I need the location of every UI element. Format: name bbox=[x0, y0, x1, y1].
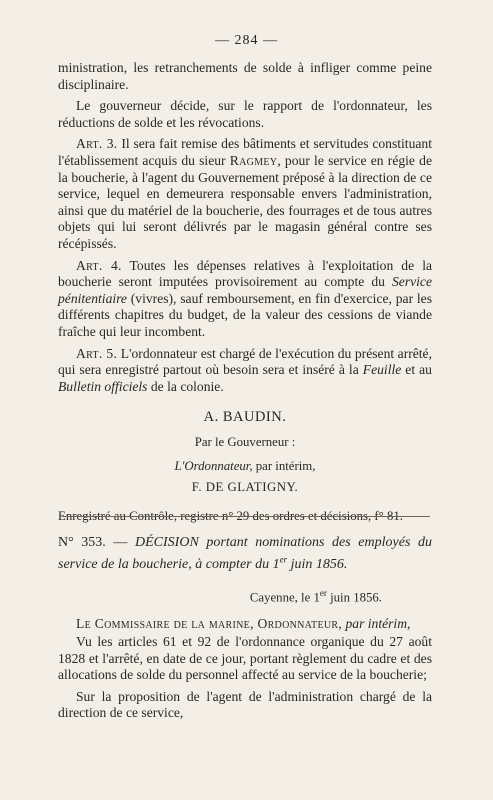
decision-heading bbox=[58, 534, 432, 573]
article-5-text-mid: et au bbox=[401, 362, 432, 378]
article-5-label: Art. 5. bbox=[76, 345, 118, 361]
place-date-end: juin 1856. bbox=[326, 589, 382, 604]
place-and-date bbox=[58, 585, 432, 606]
article-4 bbox=[58, 258, 432, 341]
bulletin-italic: Bulletin officiels bbox=[58, 378, 148, 394]
article-4-label: Art. 4. bbox=[76, 257, 122, 273]
registration-note: Enregistré au Contrôle, registre n° 29 des ordres et décisions, f° 81. bbox=[58, 508, 403, 523]
decision-title-text: DÉCISION portant nominations des employés du service de la boucherie, à compter du 1 bbox=[58, 535, 432, 572]
article-3-text-cont: , pour le service en régie de la boucherie, à l'agent du Gouvernement préposé à la direction de ce service, lequel en demeurera responsable envers l'administration, ainsi que du matériel de la boucherie, des fourrages et de tous autres objets qui lui seront délivrés par le magasin général contre ses récépissés. bbox=[58, 152, 432, 251]
place-date-text: Cayenne, le 1 bbox=[249, 589, 320, 604]
countersignatory: F. DE GLATIGNY. bbox=[191, 480, 299, 495]
decision-block bbox=[58, 534, 432, 722]
article-3-text: Il sera fait remise des bâtiments et servitudes constituant l'établissement acquis du sieur bbox=[58, 136, 432, 168]
decision-title-end: juin 1856. bbox=[287, 556, 348, 572]
par-le-gouverneur: Par le Gouverneur : bbox=[194, 434, 296, 449]
decision-title-sup: er bbox=[279, 554, 288, 564]
signatory: A. BAUDIN. bbox=[203, 409, 287, 426]
place-date-sup: er bbox=[319, 587, 327, 598]
article-5 bbox=[58, 346, 432, 396]
article-4-text-cont: (vivres), sauf remboursement, en fin d'exercice, par les différents chapitres du budget, de la valeur des cessions de viande fraîche qui leur incombent. bbox=[58, 290, 432, 339]
section-divider bbox=[62, 516, 430, 517]
paragraph-governor: Le gouverneur décide, sur le rapport de l'ordonnateur, les réductions de solde et les révocations. bbox=[58, 98, 432, 130]
commissaire-italic: par intérim bbox=[345, 615, 408, 631]
decision-number: N° 353. — bbox=[58, 535, 136, 550]
article-4-text: Toutes les dépenses relatives à l'exploitation de la boucherie seront imputées provisoirement au compte du bbox=[58, 257, 433, 290]
ordonnateur-rest: par intérim, bbox=[252, 459, 316, 474]
commissaire-title: Le Commissaire de la marine, Ordonnateur, bbox=[76, 615, 343, 631]
sur-paragraph: Sur la proposition de l'agent de l'administration chargé de la direction de ce service, bbox=[58, 688, 432, 721]
ordonnateur-line bbox=[58, 458, 432, 475]
service-penitentiaire: Service pénitentiaire bbox=[58, 274, 432, 306]
upper-text-block bbox=[58, 60, 432, 524]
commissaire-line bbox=[58, 616, 432, 633]
commissaire-end: , bbox=[407, 615, 411, 631]
name-ragmey: Ragmey bbox=[229, 152, 278, 168]
article-5-text: L'ordonnateur est chargé de l'exécution du présent arrêté, qui sera enregistré partout où besoin sera et inséré à la bbox=[58, 345, 432, 378]
article-3 bbox=[58, 136, 432, 252]
paragraph-continuation: ministration, les retranchements de solde à infliger comme peine disciplinaire. bbox=[58, 60, 432, 92]
article-3-label: Art. 3. bbox=[76, 136, 118, 152]
page-number: — 284 — bbox=[215, 33, 278, 48]
article-5-text-end: de la colonie. bbox=[147, 378, 224, 394]
vu-paragraph: Vu les articles 61 et 92 de l'ordonnance organique du 27 août 1828 et l'arrêté, en date de ce jour, portant règlement du cadre et des allocations de solde du personnel affecté au service de la boucherie; bbox=[58, 634, 432, 683]
feuille-italic: Feuille bbox=[362, 362, 402, 378]
ordonnateur-italic: L'Ordonnateur, bbox=[174, 459, 253, 474]
